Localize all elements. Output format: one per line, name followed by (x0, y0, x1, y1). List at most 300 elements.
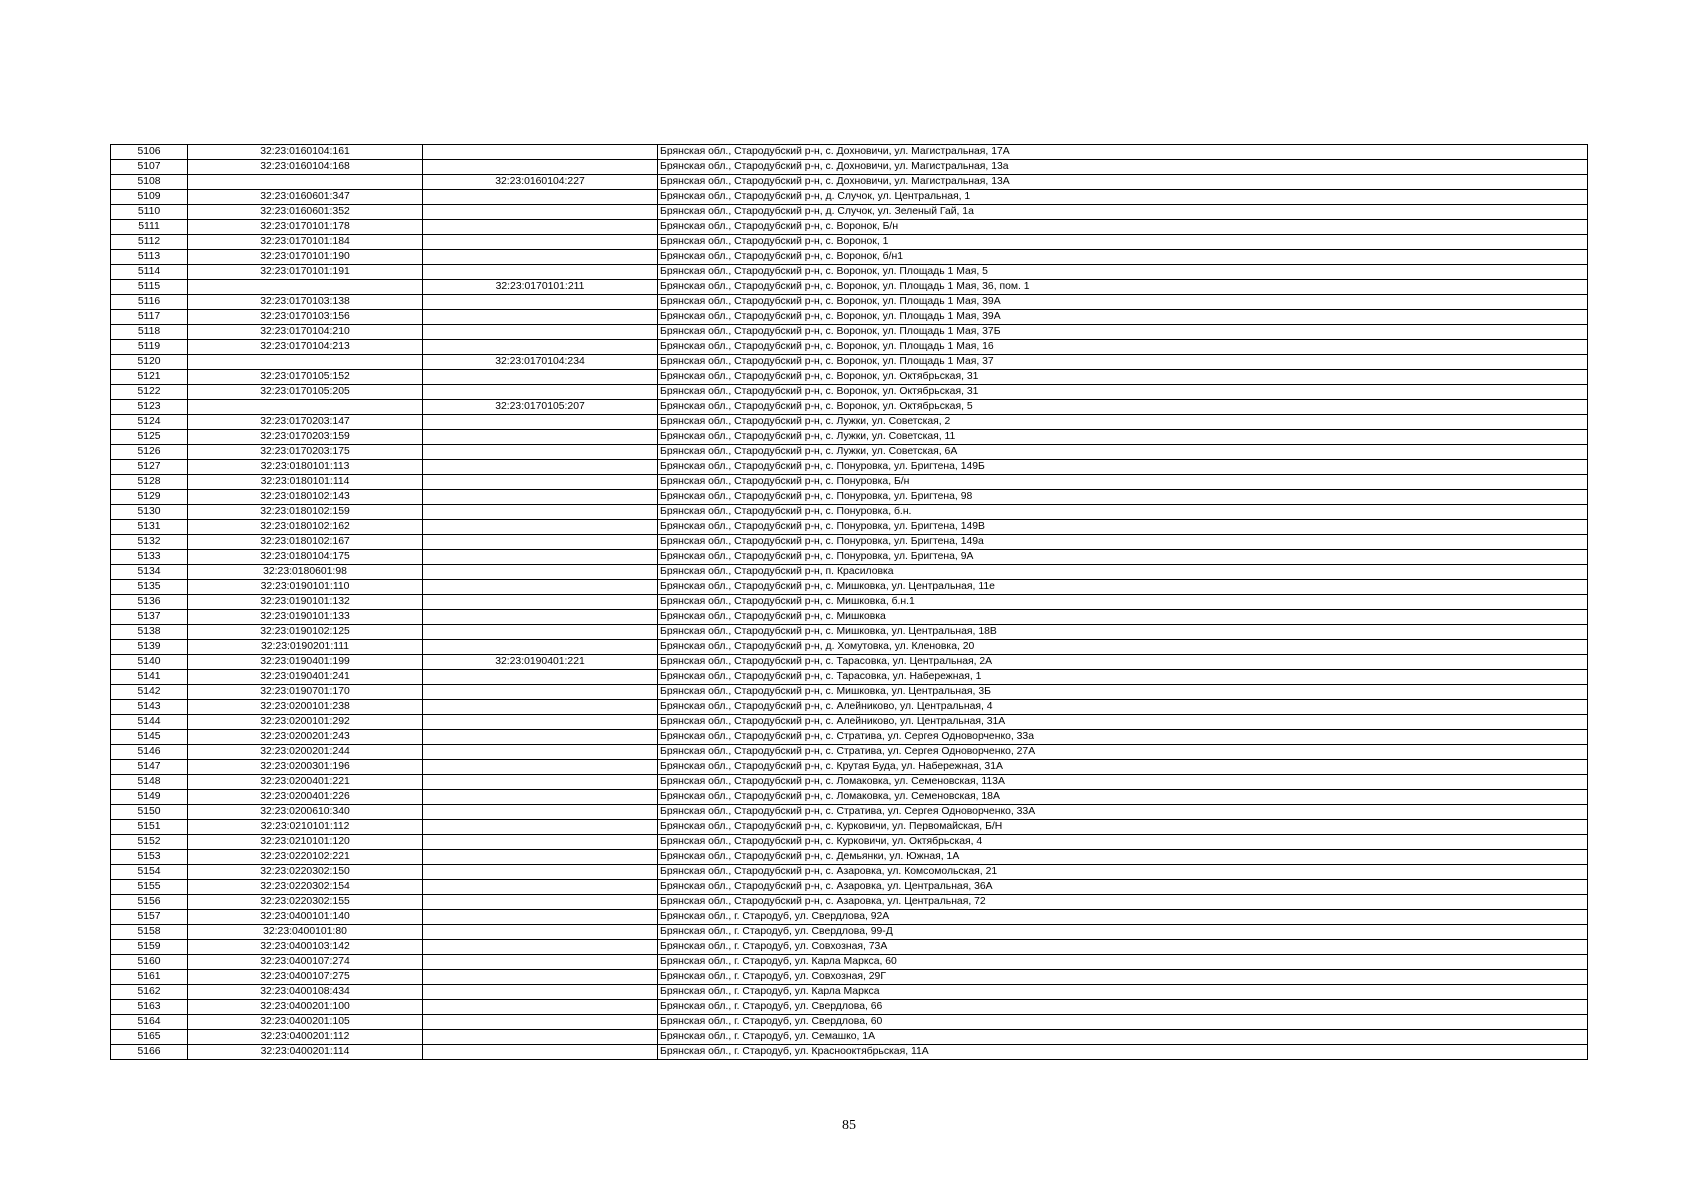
address-cell: Брянская обл., г. Стародуб, ул. Свердлова, 92А (658, 910, 1588, 925)
table-row (111, 550, 1588, 565)
cadastral-number-cell: 32:23:0180601:98 (188, 565, 423, 580)
row-number-cell: 5137 (111, 610, 188, 625)
row-number-cell: 5123 (111, 400, 188, 415)
address-cell: Брянская обл., Стародубский р-н, с. Понуровка, ул. Бригтена, 149В (658, 520, 1588, 535)
row-number-cell: 5138 (111, 625, 188, 640)
address-cell: Брянская обл., Стародубский р-н, с. Воронок, ул. Площадь 1 Мая, 37Б (658, 325, 1588, 340)
table-row (111, 805, 1588, 820)
row-number-cell: 5162 (111, 985, 188, 1000)
cadastral-number-cell: 32:23:0190101:133 (188, 610, 423, 625)
related-cadastral-number-cell (423, 415, 658, 430)
related-cadastral-number-cell (423, 880, 658, 895)
table-row (111, 160, 1588, 175)
row-number-cell: 5163 (111, 1000, 188, 1015)
cadastral-number-cell: 32:23:0400103:142 (188, 940, 423, 955)
related-cadastral-number-cell (423, 580, 658, 595)
related-cadastral-number-cell (423, 160, 658, 175)
row-number-cell: 5111 (111, 220, 188, 235)
cadastral-number-cell: 32:23:0160104:161 (188, 145, 423, 160)
address-cell: Брянская обл., г. Стародуб, ул. Краснооктябрьская, 11А (658, 1045, 1588, 1060)
related-cadastral-number-cell (423, 430, 658, 445)
table-row (111, 310, 1588, 325)
row-number-cell: 5160 (111, 955, 188, 970)
related-cadastral-number-cell (423, 895, 658, 910)
address-cell: Брянская обл., Стародубский р-н, с. Мишковка (658, 610, 1588, 625)
address-cell: Брянская обл., Стародубский р-н, п. Красиловка (658, 565, 1588, 580)
related-cadastral-number-cell (423, 685, 658, 700)
address-cell: Брянская обл., Стародубский р-н, с. Алейниково, ул. Центральная, 4 (658, 700, 1588, 715)
related-cadastral-number-cell (423, 610, 658, 625)
address-cell: Брянская обл., Стародубский р-н, с. Воронок, ул. Площадь 1 Мая, 39А (658, 310, 1588, 325)
table-row (111, 865, 1588, 880)
table-row (111, 1045, 1588, 1060)
table-row (111, 415, 1588, 430)
address-cell: Брянская обл., Стародубский р-н, с. Демьянки, ул. Южная, 1А (658, 850, 1588, 865)
address-cell: Брянская обл., Стародубский р-н, с. Азаровка, ул. Комсомольская, 21 (658, 865, 1588, 880)
cadastral-number-cell: 32:23:0170203:147 (188, 415, 423, 430)
address-cell: Брянская обл., г. Стародуб, ул. Свердлова, 66 (658, 1000, 1588, 1015)
related-cadastral-number-cell (423, 805, 658, 820)
cadastral-number-cell: 32:23:0400201:114 (188, 1045, 423, 1060)
cadastral-number-cell: 32:23:0200101:292 (188, 715, 423, 730)
table-row (111, 655, 1588, 670)
related-cadastral-number-cell (423, 985, 658, 1000)
table-row (111, 835, 1588, 850)
related-cadastral-number-cell (423, 505, 658, 520)
table-row (111, 325, 1588, 340)
address-cell: Брянская обл., Стародубский р-н, д. Случок, ул. Зеленый Гай, 1а (658, 205, 1588, 220)
table-row (111, 445, 1588, 460)
address-cell: Брянская обл., Стародубский р-н, с. Воронок, ул. Площадь 1 Мая, 37 (658, 355, 1588, 370)
cadastral-number-cell: 32:23:0170203:159 (188, 430, 423, 445)
address-cell: Брянская обл., Стародубский р-н, с. Воронок, ул. Площадь 1 Мая, 36, пом. 1 (658, 280, 1588, 295)
table-row (111, 610, 1588, 625)
table-row (111, 685, 1588, 700)
related-cadastral-number-cell: 32:23:0190401:221 (423, 655, 658, 670)
table-row (111, 175, 1588, 190)
related-cadastral-number-cell (423, 490, 658, 505)
related-cadastral-number-cell (423, 235, 658, 250)
table-row (111, 400, 1588, 415)
address-cell: Брянская обл., Стародубский р-н, с. Понуровка, ул. Бригтена, 149а (658, 535, 1588, 550)
row-number-cell: 5107 (111, 160, 188, 175)
table-row (111, 820, 1588, 835)
row-number-cell: 5161 (111, 970, 188, 985)
table-row (111, 1030, 1588, 1045)
row-number-cell: 5117 (111, 310, 188, 325)
table-row (111, 460, 1588, 475)
address-cell: Брянская обл., Стародубский р-н, с. Мишковка, ул. Центральная, 11е (658, 580, 1588, 595)
cadastral-number-cell: 32:23:0200201:243 (188, 730, 423, 745)
table-row (111, 730, 1588, 745)
table-row (111, 775, 1588, 790)
related-cadastral-number-cell (423, 145, 658, 160)
table-row (111, 250, 1588, 265)
row-number-cell: 5109 (111, 190, 188, 205)
related-cadastral-number-cell (423, 190, 658, 205)
cadastral-number-cell: 32:23:0170103:156 (188, 310, 423, 325)
address-cell: Брянская обл., Стародубский р-н, с. Лужки, ул. Советская, 11 (658, 430, 1588, 445)
cadastral-number-cell: 32:23:0200401:226 (188, 790, 423, 805)
related-cadastral-number-cell (423, 1030, 658, 1045)
cadastral-number-cell: 32:23:0180101:113 (188, 460, 423, 475)
row-number-cell: 5166 (111, 1045, 188, 1060)
table-row (111, 190, 1588, 205)
address-cell: Брянская обл., Стародубский р-н, с. Понуровка, ул. Бригтена, 149Б (658, 460, 1588, 475)
table-row (111, 430, 1588, 445)
cadastral-number-cell: 32:23:0190401:241 (188, 670, 423, 685)
cadastral-number-cell: 32:23:0200201:244 (188, 745, 423, 760)
row-number-cell: 5130 (111, 505, 188, 520)
table-row (111, 355, 1588, 370)
cadastral-number-cell: 32:23:0170101:191 (188, 265, 423, 280)
row-number-cell: 5119 (111, 340, 188, 355)
row-number-cell: 5108 (111, 175, 188, 190)
related-cadastral-number-cell (423, 1015, 658, 1030)
table-row (111, 535, 1588, 550)
related-cadastral-number-cell (423, 910, 658, 925)
cadastral-number-cell: 32:23:0160104:168 (188, 160, 423, 175)
row-number-cell: 5142 (111, 685, 188, 700)
related-cadastral-number-cell (423, 760, 658, 775)
related-cadastral-number-cell (423, 925, 658, 940)
row-number-cell: 5116 (111, 295, 188, 310)
table-row (111, 505, 1588, 520)
table-row (111, 490, 1588, 505)
address-cell: Брянская обл., Стародубский р-н, с. Азаровка, ул. Центральная, 36А (658, 880, 1588, 895)
row-number-cell: 5128 (111, 475, 188, 490)
table-row (111, 895, 1588, 910)
cadastral-number-cell: 32:23:0170103:138 (188, 295, 423, 310)
related-cadastral-number-cell (423, 445, 658, 460)
address-cell: Брянская обл., г. Стародуб, ул. Семашко, 1А (658, 1030, 1588, 1045)
row-number-cell: 5141 (111, 670, 188, 685)
table-row (111, 220, 1588, 235)
table-row (111, 910, 1588, 925)
related-cadastral-number-cell: 32:23:0170101:211 (423, 280, 658, 295)
address-cell: Брянская обл., Стародубский р-н, с. Воронок, 1 (658, 235, 1588, 250)
cadastral-number-cell: 32:23:0190701:170 (188, 685, 423, 700)
cadastral-number-cell: 32:23:0180104:175 (188, 550, 423, 565)
table-row (111, 640, 1588, 655)
cadastral-number-cell: 32:23:0400108:434 (188, 985, 423, 1000)
cadastral-number-cell: 32:23:0200401:221 (188, 775, 423, 790)
related-cadastral-number-cell (423, 550, 658, 565)
cadastral-number-cell: 32:23:0400101:140 (188, 910, 423, 925)
related-cadastral-number-cell (423, 385, 658, 400)
related-cadastral-number-cell (423, 1000, 658, 1015)
address-cell: Брянская обл., г. Стародуб, ул. Карла Маркса, 60 (658, 955, 1588, 970)
address-cell: Брянская обл., Стародубский р-н, с. Стратива, ул. Сергея Одноворченко, 27А (658, 745, 1588, 760)
related-cadastral-number-cell (423, 820, 658, 835)
row-number-cell: 5149 (111, 790, 188, 805)
related-cadastral-number-cell (423, 325, 658, 340)
address-cell: Брянская обл., г. Стародуб, ул. Совхозная, 73А (658, 940, 1588, 955)
row-number-cell: 5152 (111, 835, 188, 850)
row-number-cell: 5121 (111, 370, 188, 385)
row-number-cell: 5148 (111, 775, 188, 790)
related-cadastral-number-cell (423, 670, 658, 685)
related-cadastral-number-cell (423, 520, 658, 535)
cadastral-number-cell: 32:23:0190101:110 (188, 580, 423, 595)
address-cell: Брянская обл., Стародубский р-н, с. Азаровка, ул. Центральная, 72 (658, 895, 1588, 910)
table-row (111, 880, 1588, 895)
table-row (111, 475, 1588, 490)
cadastral-number-cell: 32:23:0400107:275 (188, 970, 423, 985)
table-row (111, 670, 1588, 685)
row-number-cell: 5132 (111, 535, 188, 550)
table-row (111, 340, 1588, 355)
related-cadastral-number-cell: 32:23:0170104:234 (423, 355, 658, 370)
table-row (111, 580, 1588, 595)
row-number-cell: 5112 (111, 235, 188, 250)
table-row (111, 955, 1588, 970)
cadastral-number-cell: 32:23:0400201:100 (188, 1000, 423, 1015)
row-number-cell: 5151 (111, 820, 188, 835)
address-cell: Брянская обл., Стародубский р-н, с. Ломаковка, ул. Семеновская, 18А (658, 790, 1588, 805)
cadastral-number-cell: 32:23:0200610:340 (188, 805, 423, 820)
related-cadastral-number-cell (423, 205, 658, 220)
cadastral-number-cell: 32:23:0170101:184 (188, 235, 423, 250)
related-cadastral-number-cell (423, 700, 658, 715)
related-cadastral-number-cell: 32:23:0160104:227 (423, 175, 658, 190)
address-cell: Брянская обл., Стародубский р-н, с. Тарасовка, ул. Центральная, 2А (658, 655, 1588, 670)
cadastral-number-cell: 32:23:0400101:80 (188, 925, 423, 940)
address-cell: Брянская обл., Стародубский р-н, с. Понуровка, Б/н (658, 475, 1588, 490)
row-number-cell: 5157 (111, 910, 188, 925)
cadastral-number-cell: 32:23:0220302:154 (188, 880, 423, 895)
cadastral-number-cell: 32:23:0190102:125 (188, 625, 423, 640)
address-cell: Брянская обл., Стародубский р-н, с. Дохновичи, ул. Магистральная, 17А (658, 145, 1588, 160)
table-row (111, 520, 1588, 535)
property-table-body (111, 145, 1588, 1060)
row-number-cell: 5120 (111, 355, 188, 370)
row-number-cell: 5136 (111, 595, 188, 610)
address-cell: Брянская обл., Стародубский р-н, с. Воронок, ул. Октябрьская, 5 (658, 400, 1588, 415)
cadastral-number-cell: 32:23:0170105:152 (188, 370, 423, 385)
row-number-cell: 5133 (111, 550, 188, 565)
related-cadastral-number-cell (423, 940, 658, 955)
address-cell: Брянская обл., Стародубский р-н, с. Курковичи, ул. Октябрьская, 4 (658, 835, 1588, 850)
related-cadastral-number-cell (423, 850, 658, 865)
row-number-cell: 5106 (111, 145, 188, 160)
table-row (111, 235, 1588, 250)
cadastral-number-cell: 32:23:0160601:347 (188, 190, 423, 205)
cadastral-number-cell: 32:23:0170203:175 (188, 445, 423, 460)
row-number-cell: 5127 (111, 460, 188, 475)
cadastral-number-cell: 32:23:0400201:112 (188, 1030, 423, 1045)
address-cell: Брянская обл., Стародубский р-н, с. Воронок, ул. Октябрьская, 31 (658, 370, 1588, 385)
row-number-cell: 5126 (111, 445, 188, 460)
cadastral-number-cell (188, 280, 423, 295)
cadastral-number-cell: 32:23:0170101:178 (188, 220, 423, 235)
related-cadastral-number-cell (423, 250, 658, 265)
related-cadastral-number-cell (423, 340, 658, 355)
cadastral-number-cell (188, 400, 423, 415)
table-row (111, 925, 1588, 940)
related-cadastral-number-cell (423, 625, 658, 640)
row-number-cell: 5113 (111, 250, 188, 265)
table-row (111, 970, 1588, 985)
cadastral-number-cell: 32:23:0200101:238 (188, 700, 423, 715)
property-table (110, 144, 1588, 1060)
related-cadastral-number-cell (423, 730, 658, 745)
cadastral-number-cell: 32:23:0170104:210 (188, 325, 423, 340)
row-number-cell: 5145 (111, 730, 188, 745)
row-number-cell: 5115 (111, 280, 188, 295)
table-row (111, 715, 1588, 730)
cadastral-number-cell: 32:23:0220302:150 (188, 865, 423, 880)
address-cell: Брянская обл., Стародубский р-н, с. Воронок, б/н1 (658, 250, 1588, 265)
address-cell: Брянская обл., Стародубский р-н, д. Случок, ул. Центральная, 1 (658, 190, 1588, 205)
address-cell: Брянская обл., Стародубский р-н, с. Воронок, ул. Площадь 1 Мая, 16 (658, 340, 1588, 355)
table-row (111, 745, 1588, 760)
address-cell: Брянская обл., г. Стародуб, ул. Свердлова, 60 (658, 1015, 1588, 1030)
row-number-cell: 5134 (111, 565, 188, 580)
cadastral-number-cell: 32:23:0180102:143 (188, 490, 423, 505)
table-row (111, 385, 1588, 400)
table-row (111, 280, 1588, 295)
row-number-cell: 5114 (111, 265, 188, 280)
row-number-cell: 5143 (111, 700, 188, 715)
cadastral-number-cell: 32:23:0170104:213 (188, 340, 423, 355)
table-row (111, 790, 1588, 805)
cadastral-number-cell (188, 355, 423, 370)
row-number-cell: 5118 (111, 325, 188, 340)
table-row (111, 940, 1588, 955)
address-cell: Брянская обл., Стародубский р-н, с. Воронок, ул. Октябрьская, 31 (658, 385, 1588, 400)
table-row (111, 145, 1588, 160)
cadastral-number-cell: 32:23:0220302:155 (188, 895, 423, 910)
row-number-cell: 5147 (111, 760, 188, 775)
cadastral-number-cell (188, 175, 423, 190)
address-cell: Брянская обл., Стародубский р-н, с. Курковичи, ул. Первомайская, Б/Н (658, 820, 1588, 835)
row-number-cell: 5156 (111, 895, 188, 910)
table-row (111, 205, 1588, 220)
address-cell: Брянская обл., Стародубский р-н, с. Мишковка, ул. Центральная, 18В (658, 625, 1588, 640)
cadastral-number-cell: 32:23:0210101:112 (188, 820, 423, 835)
address-cell: Брянская обл., Стародубский р-н, с. Алейниково, ул. Центральная, 31А (658, 715, 1588, 730)
cadastral-number-cell: 32:23:0170101:190 (188, 250, 423, 265)
related-cadastral-number-cell (423, 265, 658, 280)
cadastral-number-cell: 32:23:0180102:167 (188, 535, 423, 550)
table-row (111, 370, 1588, 385)
cadastral-number-cell: 32:23:0200301:196 (188, 760, 423, 775)
cadastral-number-cell: 32:23:0220102:221 (188, 850, 423, 865)
row-number-cell: 5140 (111, 655, 188, 670)
row-number-cell: 5124 (111, 415, 188, 430)
row-number-cell: 5164 (111, 1015, 188, 1030)
related-cadastral-number-cell (423, 775, 658, 790)
row-number-cell: 5125 (111, 430, 188, 445)
table-row (111, 850, 1588, 865)
address-cell: Брянская обл., Стародубский р-н, с. Понуровка, ул. Бригтена, 98 (658, 490, 1588, 505)
row-number-cell: 5110 (111, 205, 188, 220)
address-cell: Брянская обл., Стародубский р-н, с. Воронок, ул. Площадь 1 Мая, 5 (658, 265, 1588, 280)
address-cell: Брянская обл., Стародубский р-н, с. Понуровка, б.н. (658, 505, 1588, 520)
row-number-cell: 5159 (111, 940, 188, 955)
address-cell: Брянская обл., г. Стародуб, ул. Карла Маркса (658, 985, 1588, 1000)
address-cell: Брянская обл., Стародубский р-н, с. Воронок, ул. Площадь 1 Мая, 39А (658, 295, 1588, 310)
table-row (111, 1000, 1588, 1015)
cadastral-number-cell: 32:23:0190401:199 (188, 655, 423, 670)
related-cadastral-number-cell (423, 310, 658, 325)
related-cadastral-number-cell (423, 475, 658, 490)
address-cell: Брянская обл., Стародубский р-н, с. Стратива, ул. Сергея Одноворченко, 33А (658, 805, 1588, 820)
address-cell: Брянская обл., Стародубский р-н, с. Крутая Буда, ул. Набережная, 31А (658, 760, 1588, 775)
table-row (111, 625, 1588, 640)
related-cadastral-number-cell (423, 535, 658, 550)
cadastral-number-cell: 32:23:0180102:162 (188, 520, 423, 535)
address-cell: Брянская обл., Стародубский р-н, с. Понуровка, ул. Бригтена, 9А (658, 550, 1588, 565)
related-cadastral-number-cell (423, 565, 658, 580)
row-number-cell: 5139 (111, 640, 188, 655)
address-cell: Брянская обл., Стародубский р-н, с. Стратива, ул. Сергея Одноворченко, 33а (658, 730, 1588, 745)
address-cell: Брянская обл., Стародубский р-н, с. Дохновичи, ул. Магистральная, 13А (658, 175, 1588, 190)
cadastral-number-cell: 32:23:0190201:111 (188, 640, 423, 655)
cadastral-number-cell: 32:23:0190101:132 (188, 595, 423, 610)
row-number-cell: 5155 (111, 880, 188, 895)
address-cell: Брянская обл., Стародубский р-н, д. Хомутовка, ул. Кленовка, 20 (658, 640, 1588, 655)
cadastral-number-cell: 32:23:0160601:352 (188, 205, 423, 220)
row-number-cell: 5129 (111, 490, 188, 505)
row-number-cell: 5150 (111, 805, 188, 820)
related-cadastral-number-cell (423, 745, 658, 760)
table-row (111, 295, 1588, 310)
page-number: 85 (842, 1118, 856, 1133)
related-cadastral-number-cell (423, 1045, 658, 1060)
related-cadastral-number-cell (423, 835, 658, 850)
address-cell: Брянская обл., Стародубский р-н, с. Дохновичи, ул. Магистральная, 13а (658, 160, 1588, 175)
cadastral-number-cell: 32:23:0210101:120 (188, 835, 423, 850)
row-number-cell: 5146 (111, 745, 188, 760)
cadastral-number-cell: 32:23:0170105:205 (188, 385, 423, 400)
row-number-cell: 5165 (111, 1030, 188, 1045)
related-cadastral-number-cell (423, 460, 658, 475)
row-number-cell: 5131 (111, 520, 188, 535)
related-cadastral-number-cell (423, 865, 658, 880)
related-cadastral-number-cell (423, 955, 658, 970)
related-cadastral-number-cell (423, 970, 658, 985)
address-cell: Брянская обл., Стародубский р-н, с. Воронок, Б/н (658, 220, 1588, 235)
row-number-cell: 5122 (111, 385, 188, 400)
cadastral-number-cell: 32:23:0400107:274 (188, 955, 423, 970)
table-row (111, 595, 1588, 610)
address-cell: Брянская обл., г. Стародуб, ул. Совхозная, 29Г (658, 970, 1588, 985)
table-row (111, 565, 1588, 580)
address-cell: Брянская обл., Стародубский р-н, с. Лужки, ул. Советская, 6А (658, 445, 1588, 460)
cadastral-number-cell: 32:23:0180101:114 (188, 475, 423, 490)
related-cadastral-number-cell (423, 715, 658, 730)
row-number-cell: 5154 (111, 865, 188, 880)
address-cell: Брянская обл., Стародубский р-н, с. Тарасовка, ул. Набережная, 1 (658, 670, 1588, 685)
related-cadastral-number-cell (423, 595, 658, 610)
address-cell: Брянская обл., Стародубский р-н, с. Мишковка, б.н.1 (658, 595, 1588, 610)
row-number-cell: 5153 (111, 850, 188, 865)
related-cadastral-number-cell: 32:23:0170105:207 (423, 400, 658, 415)
related-cadastral-number-cell (423, 295, 658, 310)
related-cadastral-number-cell (423, 640, 658, 655)
address-cell: Брянская обл., Стародубский р-н, с. Ломаковка, ул. Семеновская, 113А (658, 775, 1588, 790)
related-cadastral-number-cell (423, 220, 658, 235)
address-cell: Брянская обл., Стародубский р-н, с. Мишковка, ул. Центральная, 3Б (658, 685, 1588, 700)
table-row (111, 265, 1588, 280)
cadastral-number-cell: 32:23:0180102:159 (188, 505, 423, 520)
row-number-cell: 5144 (111, 715, 188, 730)
cadastral-number-cell: 32:23:0400201:105 (188, 1015, 423, 1030)
table-row (111, 700, 1588, 715)
row-number-cell: 5158 (111, 925, 188, 940)
